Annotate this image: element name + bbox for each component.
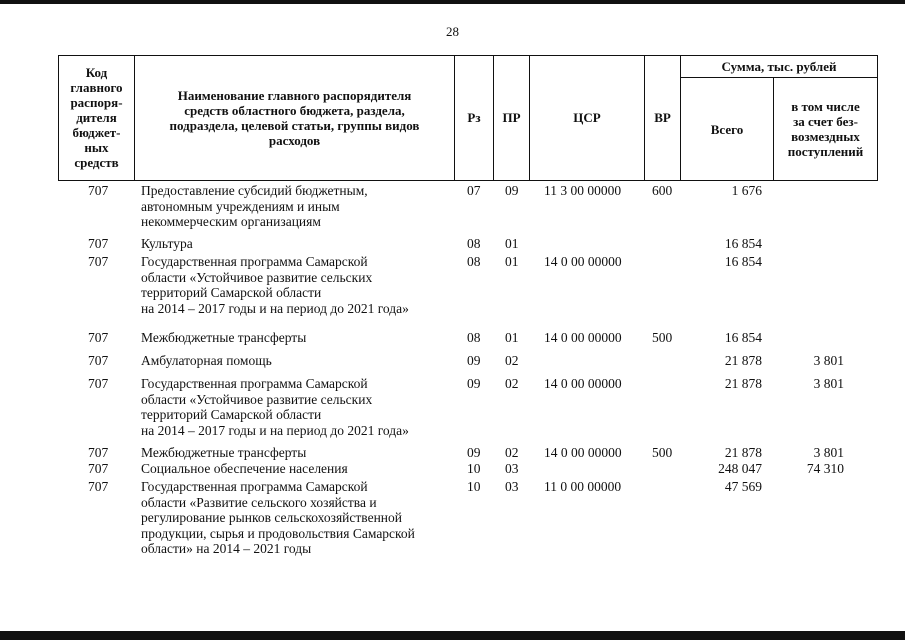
cell-name [141,376,451,438]
header-csr: ЦСР [573,110,601,125]
cell-name-line: регулирование рынков сельскохозяйственной [141,510,402,526]
cell-name [141,353,451,369]
cell-code: 707 [88,183,109,198]
cell-name-line: Амбулаторная помощь [141,353,272,368]
cell-grant: 3 801 [813,376,844,391]
cell-csr: 14 0 00 00000 [544,445,622,460]
bottom-border [0,631,905,640]
cell-rz: 07 [467,183,481,198]
cell-grant: 3 801 [813,353,844,368]
header-pr: ПР [502,110,521,125]
cell-code: 707 [88,254,109,269]
cell-pr: 02 [505,376,519,391]
cell-total: 47 569 [724,479,762,494]
cell-total: 16 854 [724,330,762,345]
cell-name-line: области» на 2014 – 2021 годы [141,541,312,557]
cell-rz: 08 [467,254,481,269]
cell-vr: 600 [652,183,673,198]
cell-csr: 11 0 00 00000 [544,479,622,494]
cell-code: 707 [88,445,109,460]
header-vr: ВР [654,110,671,125]
table-header [58,55,878,181]
cell-code: 707 [88,376,109,391]
cell-total: 1 676 [731,183,762,198]
cell-rz: 08 [467,236,481,251]
cell-grant: 74 310 [806,461,844,476]
cell-grant: 3 801 [813,445,844,460]
cell-total: 21 878 [724,445,762,460]
header-code-line: средств [74,155,119,170]
cell-name-line: Государственная программа Самарской [141,376,368,391]
cell-name-line: Государственная программа Самарской [141,254,368,269]
cell-rz: 10 [467,461,481,476]
cell-name-line: Предоставление субсидий бюджетным, [141,183,368,198]
cell-name-line: Государственная программа Самарской [141,479,368,494]
cell-name [141,445,451,461]
header-grant-line: поступлений [787,144,864,159]
cell-name-line: Межбюджетные трансферты [141,330,307,345]
cell-rz: 09 [467,353,481,368]
cell-name-line: на 2014 – 2017 годы и на период до 2021 года» [141,300,409,316]
header-grant [774,78,877,180]
cell-rz: 09 [467,376,481,391]
cell-name [141,479,451,557]
header-code-line: распоря- [70,95,123,110]
cell-vr: 500 [652,445,673,460]
cell-total: 21 878 [724,353,762,368]
top-border [0,0,905,4]
cell-rz: 08 [467,330,481,345]
header-code [59,55,134,180]
cell-pr: 03 [505,479,519,494]
cell-code: 707 [88,461,109,476]
cell-name-line: продукции, сырья и продовольствия Самарской [141,525,415,541]
cell-name-line: территорий Самарской области [141,407,322,423]
cell-name-line: Социальное обеспечение населения [141,461,348,476]
header-code-line: бюджет- [72,125,121,140]
header-name-line: расходов [268,132,321,148]
cell-name-line: области «Развитие сельского хозяйства и [141,494,377,510]
page-number: 28 [446,24,459,39]
header-grant-line: возмездных [791,129,860,144]
cell-name-line: на 2014 – 2017 годы и на период до 2021 года» [141,422,409,438]
header-name-line: средств областного бюджета, раздела, [184,102,405,118]
header-name-line: подраздела, целевой статьи, группы видов [169,117,420,133]
cell-name [141,330,451,346]
header-name-line: Наименование главного распорядителя [177,87,412,103]
cell-pr: 03 [505,461,519,476]
header-rz: Рз [467,110,481,125]
cell-name [141,236,451,252]
header-code-line: главного [70,80,123,95]
cell-vr: 500 [652,330,673,345]
cell-name-line: Культура [141,236,193,251]
cell-name-line: Межбюджетные трансферты [141,445,307,460]
header-grant-line: в том числе [791,99,860,114]
header-total: Всего [710,121,744,137]
cell-pr: 01 [505,236,519,251]
cell-total: 16 854 [724,254,762,269]
header-code-line: Код [85,65,108,80]
cell-csr: 11 3 00 00000 [544,183,622,198]
cell-code: 707 [88,479,109,494]
header-code-line: ных [84,140,109,155]
header-grant-line: за счет без- [793,114,858,129]
cell-pr: 09 [505,183,519,198]
cell-name-line: области «Устойчивое развитие сельских [141,391,373,407]
cell-name-line: области «Устойчивое развитие сельских [141,269,373,285]
cell-total: 21 878 [724,376,762,391]
cell-rz: 09 [467,445,481,460]
cell-pr: 01 [505,254,519,269]
cell-csr: 14 0 00 00000 [544,376,622,391]
cell-name [141,254,451,316]
cell-pr: 02 [505,445,519,460]
cell-csr: 14 0 00 00000 [544,330,622,345]
cell-code: 707 [88,353,109,368]
cell-rz: 10 [467,479,481,494]
cell-total: 248 047 [718,461,762,476]
cell-name [141,183,451,230]
cell-pr: 02 [505,353,519,368]
cell-code: 707 [88,236,109,251]
cell-pr: 01 [505,330,519,345]
header-code-line: дителя [76,110,117,125]
header-sum: Сумма, тыс. рублей [721,58,837,74]
cell-code: 707 [88,330,109,345]
cell-name-line: автономным учреждениям и иным [141,198,340,214]
cell-name-line: территорий Самарской области [141,285,322,301]
cell-csr: 14 0 00 00000 [544,254,622,269]
cell-name [141,461,451,477]
cell-name-line: некоммерческим организациям [141,214,321,230]
header-name [135,55,454,180]
cell-total: 16 854 [724,236,762,251]
